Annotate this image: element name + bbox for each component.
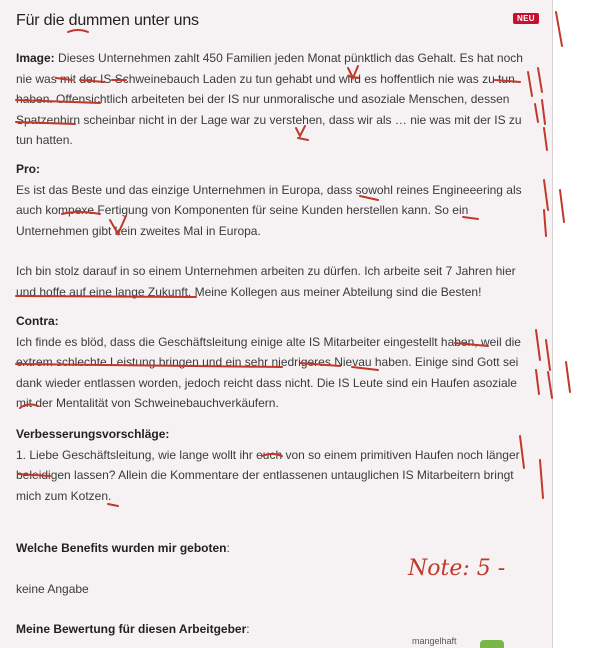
pro-label: Pro: [16, 162, 40, 176]
contra-label: Contra: [16, 314, 59, 328]
pro-paragraph-1: Es ist das Beste und das einzige Unternehmen in Europa, dass sowohl reines Engineeering als auch kompexe Fertigung von Komponenten für seine Kunden herstellen kann. So ein Unternehmen gibt kein zweites Mal in Europa. [16, 182, 522, 238]
image-section [16, 48, 536, 151]
benefits-colon: : [226, 541, 230, 555]
pro-paragraph-2: Ich bin stolz darauf in so einem Unternehmen arbeiten zu dürfen. Ich arbeite seit 7 Jahren hier und hoffe auf eine lange Zukunft. Meine Kollegen aus meiner Abteilung sind die Besten! [16, 264, 516, 299]
rating-label: Meine Bewertung für diesen Arbeitgeber [16, 622, 247, 636]
review-title: Für die dummen unter uns [16, 12, 199, 29]
suggestions-section [16, 424, 536, 506]
contra-section [16, 311, 536, 414]
image-label: Image: [16, 51, 55, 65]
rating-colon: : [246, 622, 250, 636]
image-text: Dieses Unternehmen zahlt 450 Familien jeden Monat pünktlich das Gehalt. Es hat noch nie was mit der IS Schweinebauch Laden zu tun gehabt und wird es hoffentlich nie was zu tun haben. Offensichtlich arbeiteten bei der IS nur unmoralische und asoziale Menschen, dessen Spatzenhirn scheinbar nicht in der Lage war zu verstehen, dass wir als … nie was mit der IS zu tun hatten. [16, 51, 523, 147]
contra-text: Ich finde es blöd, dass die Geschäftsleitung einige alte IS Mitarbeiter eingestellt haben, weil die extrem schlechte Leistung bringen und ein sehr niedrigeres Nievau haben. Einige sind Gott sei dank wieder entlassen worden, jedoch reicht dass nicht. Die IS Leute sind ein Haufen asoziale mit der Mentalität von Schweinebauchverkäufern. [16, 334, 521, 410]
benefits-value: keine Angabe [16, 581, 89, 596]
pro-section [16, 159, 536, 302]
rating-partial-label: mangelhaft [412, 636, 457, 646]
rating-indicator-icon [480, 640, 504, 648]
rating-section [16, 619, 536, 640]
benefits-label: Welche Benefits wurden mir geboten [16, 541, 227, 555]
new-badge: NEU [513, 13, 539, 24]
handwritten-grade: Note: 5 - [408, 556, 506, 581]
suggestions-text: 1. Liebe Geschäftsleitung, wie lange wollt ihr euch von so einem primitiven Haufen noch länger beleidigen lassen? Allein die Kommentare der entlassenen untauglichen IS Mitarbeitern bringt mich zum Kotzen. [16, 447, 520, 503]
suggestions-label: Verbesserungsvorschläge: [16, 427, 170, 441]
